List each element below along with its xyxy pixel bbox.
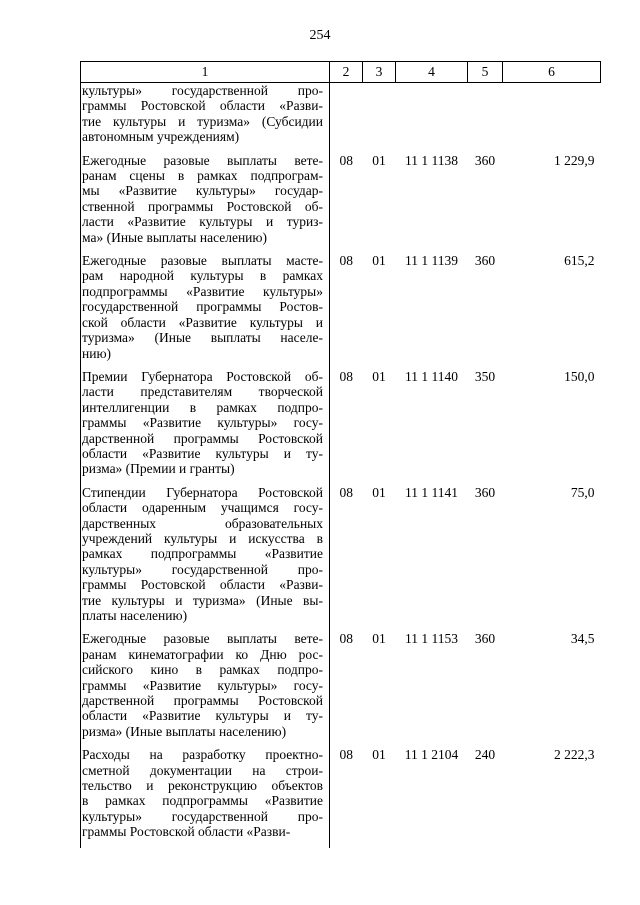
description-line: в рамках подпрограммы «Развитие — [82, 793, 323, 809]
table-row — [81, 153, 601, 253]
description-line: ризма» (Премии и гранты) — [82, 461, 235, 477]
description-line: Стипендии Губернатора Ростовской — [82, 484, 323, 500]
header-col-2: 2 — [330, 62, 363, 83]
description-line: Ежегодные разовые выплаты вете- — [82, 631, 323, 647]
expense-type-code: 350 — [474, 368, 496, 384]
subsection-code: 01 — [372, 368, 386, 384]
description-line: ма» (Иные выплаты населению) — [82, 229, 267, 245]
description-line: мы «Развитие культуры» государ- — [82, 183, 323, 199]
amount-value: 2 222,3 — [554, 747, 595, 763]
row-description — [81, 253, 330, 369]
row-description — [81, 747, 330, 847]
subsection-code — [363, 83, 396, 153]
description-line: нию) — [82, 345, 112, 361]
expense-type-code: 360 — [474, 253, 496, 269]
description-line: Премии Губернатора Ростовской об- — [82, 368, 323, 384]
amount-value: 34,5 — [570, 631, 595, 647]
page-number: 254 — [309, 28, 331, 43]
target-article-code: 11 1 1138 — [405, 152, 458, 168]
subsection-code: 01 — [372, 152, 386, 168]
description-line: ласти «Развитие культуры и туриз- — [82, 214, 323, 230]
description-line: культуры» государственной про- — [82, 808, 323, 824]
amount-value: 150,0 — [564, 368, 595, 384]
description-line: области «Развитие культуры и ту- — [82, 445, 323, 461]
section-code: 08 — [339, 631, 353, 647]
section-code: 08 — [339, 152, 353, 168]
target-article-code: 11 1 1141 — [405, 484, 458, 500]
expense-type-code — [468, 83, 503, 153]
table-row — [81, 253, 601, 369]
description-line: сийского кино в рамках подпро- — [82, 662, 323, 678]
description-line: культуры» государственной про- — [82, 83, 323, 98]
description-line: туризма» (Иные выплаты населе- — [82, 330, 323, 346]
description-line: ранам кинематографии ко Дню рос- — [82, 646, 323, 662]
description-line: учреждений культуры и искусства в — [82, 530, 323, 546]
description-line: ской области «Развитие культуры и — [82, 314, 323, 330]
description-line: культуры» государственной про- — [82, 561, 323, 577]
description-line: граммы Ростовской области «Разви- — [82, 824, 291, 840]
description-line: граммы Ростовской области «Разви- — [82, 577, 323, 593]
table-row — [81, 631, 601, 747]
expense-type-code: 360 — [474, 631, 496, 647]
row-description — [81, 153, 330, 253]
subsection-code: 01 — [372, 747, 386, 763]
header-col-3: 3 — [363, 62, 396, 83]
subsection-code: 01 — [372, 253, 386, 269]
description-line: Расходы на разработку проектно- — [82, 747, 323, 763]
header-col-4: 4 — [396, 62, 468, 83]
description-line: Ежегодные разовые выплаты масте- — [82, 253, 323, 269]
target-article-code: 11 1 1153 — [405, 631, 458, 647]
description-line: дарственной программы Ростовской — [82, 693, 323, 709]
section-code: 08 — [339, 368, 353, 384]
description-line: области одаренным учащимся госу- — [82, 500, 323, 516]
description-line: дарственных образовательных — [82, 515, 323, 531]
description-line: тие культуры и туризма» (Субсидии — [82, 113, 323, 129]
target-article-code: 11 1 1139 — [405, 253, 458, 269]
header-col-5: 5 — [468, 62, 503, 83]
description-line: автономным учреждениям) — [82, 129, 240, 145]
section-code: 08 — [339, 253, 353, 269]
table-row — [81, 747, 601, 847]
expense-type-code: 360 — [474, 484, 496, 500]
description-line: платы населению) — [82, 608, 188, 623]
description-line: рам народной культуры в рамках — [82, 268, 323, 284]
amount-value: 615,2 — [564, 253, 595, 269]
row-description — [81, 83, 330, 153]
description-line: интеллигенции в рамках подпро- — [82, 399, 323, 415]
description-line: ственной программы Ростовской об- — [82, 198, 323, 214]
section-code: 08 — [339, 747, 353, 763]
section-code — [330, 83, 363, 153]
row-description — [81, 631, 330, 747]
amount-value: 75,0 — [570, 484, 595, 500]
description-line: ранам сцены в рамках подпрограм- — [82, 168, 323, 184]
subsection-code: 01 — [372, 631, 386, 647]
table-body — [81, 83, 601, 848]
description-line: сметной документации на строи- — [82, 762, 323, 778]
description-line: тие культуры и туризма» (Иные вы- — [82, 592, 323, 608]
target-article-code: 11 1 2104 — [404, 747, 459, 763]
description-line: ласти представителям творческой — [82, 384, 323, 400]
target-article-code — [396, 83, 468, 153]
row-description — [81, 369, 330, 485]
description-line: граммы «Развитие культуры» госу- — [82, 677, 323, 693]
table-header — [81, 62, 601, 83]
description-line: рамках подпрограммы «Развитие — [82, 546, 323, 562]
subsection-code: 01 — [372, 484, 386, 500]
expense-type-code: 240 — [474, 747, 496, 763]
target-article-code: 11 1 1140 — [405, 368, 458, 384]
amount-value: 1 229,9 — [554, 152, 595, 168]
expense-type-code: 360 — [474, 152, 496, 168]
table-row — [81, 83, 601, 153]
amount-value — [503, 83, 601, 153]
table-row — [81, 485, 601, 632]
description-line: Ежегодные разовые выплаты вете- — [82, 152, 323, 168]
description-line: граммы «Развитие культуры» госу- — [82, 415, 323, 431]
description-line: государственной программы Ростов- — [82, 299, 323, 315]
description-line: области «Развитие культуры и ту- — [82, 708, 323, 724]
header-col-6: 6 — [503, 62, 601, 83]
header-col-1: 1 — [81, 62, 330, 83]
description-line: тельство и реконструкцию объектов — [82, 778, 323, 794]
table-row — [81, 369, 601, 485]
description-line: подпрограммы «Развитие культуры» — [82, 283, 323, 299]
budget-table — [80, 61, 601, 848]
description-line: дарственной программы Ростовской — [82, 430, 323, 446]
description-line: ризма» (Иные выплаты населению) — [82, 723, 287, 739]
section-code: 08 — [339, 484, 353, 500]
description-line: граммы Ростовской области «Разви- — [82, 98, 323, 114]
row-description — [81, 485, 330, 632]
